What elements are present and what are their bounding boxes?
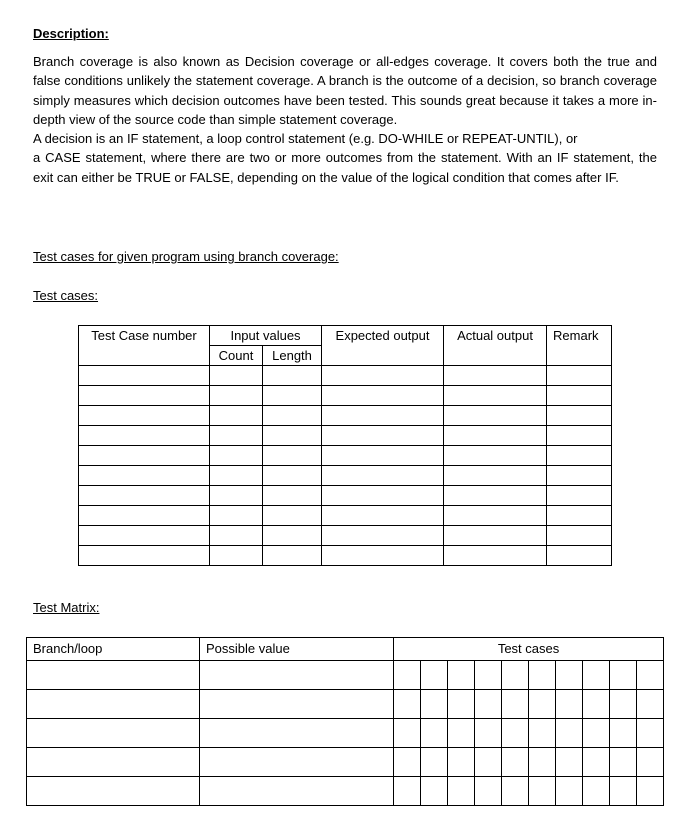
header-branch-loop: Branch/loop <box>27 638 200 661</box>
cell-test-case[interactable] <box>556 690 583 719</box>
cell-count[interactable] <box>210 486 263 506</box>
cell-expected-output[interactable] <box>322 506 444 526</box>
header-remark: Remark <box>547 326 612 366</box>
cell-length[interactable] <box>263 446 322 466</box>
table-row <box>79 406 612 426</box>
header-input-values: Input values <box>210 326 322 346</box>
cell-test-case[interactable] <box>502 719 529 748</box>
cell-test-case[interactable] <box>610 661 637 690</box>
cell-possible-value[interactable] <box>200 661 394 690</box>
cell-count[interactable] <box>210 466 263 486</box>
cell-actual-output[interactable] <box>444 406 547 426</box>
cell-test-case[interactable] <box>502 748 529 777</box>
cell-actual-output[interactable] <box>444 426 547 446</box>
cell-expected-output[interactable] <box>322 446 444 466</box>
cell-test-case[interactable] <box>610 719 637 748</box>
cell-actual-output[interactable] <box>444 526 547 546</box>
cell-remark[interactable] <box>547 446 612 466</box>
cell-remark[interactable] <box>547 546 612 566</box>
cell-possible-value[interactable] <box>200 748 394 777</box>
matrix-row <box>27 690 664 719</box>
header-expected-output: Expected output <box>322 326 444 366</box>
table-row <box>79 506 612 526</box>
cell-count[interactable] <box>210 426 263 446</box>
cell-count[interactable] <box>210 406 263 426</box>
cell-branch-loop[interactable] <box>27 748 200 777</box>
header-length: Length <box>263 346 322 366</box>
header-test-case-number: Test Case number <box>79 326 210 366</box>
cell-test-case[interactable] <box>421 719 448 748</box>
header-test-cases: Test cases <box>394 638 664 661</box>
cell-test-case[interactable] <box>502 777 529 806</box>
cell-test-case[interactable] <box>421 661 448 690</box>
cell-test-case[interactable] <box>583 777 610 806</box>
cell-actual-output[interactable] <box>444 486 547 506</box>
cell-test-case-number[interactable] <box>79 366 210 386</box>
cell-test-case[interactable] <box>394 748 421 777</box>
cell-test-case[interactable] <box>394 719 421 748</box>
cell-count[interactable] <box>210 386 263 406</box>
cell-test-case[interactable] <box>421 690 448 719</box>
matrix-row <box>27 777 664 806</box>
cell-expected-output[interactable] <box>322 546 444 566</box>
cell-length[interactable] <box>263 406 322 426</box>
cell-remark[interactable] <box>547 426 612 446</box>
cell-test-case[interactable] <box>637 777 664 806</box>
cell-test-case[interactable] <box>610 748 637 777</box>
cell-length[interactable] <box>263 526 322 546</box>
cell-test-case-number[interactable] <box>79 406 210 426</box>
test-matrix-label: Test Matrix: <box>33 600 100 615</box>
cell-branch-loop[interactable] <box>27 661 200 690</box>
cell-length[interactable] <box>263 546 322 566</box>
cell-expected-output[interactable] <box>322 486 444 506</box>
cell-count[interactable] <box>210 526 263 546</box>
cell-branch-loop[interactable] <box>27 690 200 719</box>
cell-actual-output[interactable] <box>444 546 547 566</box>
cell-actual-output[interactable] <box>444 466 547 486</box>
cell-expected-output[interactable] <box>322 466 444 486</box>
cell-remark[interactable] <box>547 486 612 506</box>
cell-expected-output[interactable] <box>322 406 444 426</box>
description-paragraph-1: Branch coverage is also known as Decision coverage or all-edges coverage. It covers both the true and false conditions unlikely the statement coverage. A branch is the outcome of a decision, so branch coverage simply measures which decision outcomes have been tested. This sounds great because it takes a more in-depth view of the source code than simple statement coverage. <box>33 54 657 127</box>
cell-test-case[interactable] <box>556 748 583 777</box>
section-title: Test cases for given program using branch coverage: <box>33 249 339 264</box>
cell-test-case[interactable] <box>637 719 664 748</box>
cell-test-case[interactable] <box>448 777 475 806</box>
cell-test-case[interactable] <box>475 719 502 748</box>
cell-remark[interactable] <box>547 526 612 546</box>
cell-test-case[interactable] <box>421 777 448 806</box>
cell-test-case[interactable] <box>448 661 475 690</box>
cell-count[interactable] <box>210 366 263 386</box>
cell-test-case[interactable] <box>475 748 502 777</box>
cell-test-case[interactable] <box>448 690 475 719</box>
cell-expected-output[interactable] <box>322 386 444 406</box>
cell-test-case[interactable] <box>583 719 610 748</box>
cell-count[interactable] <box>210 546 263 566</box>
cell-test-case[interactable] <box>637 661 664 690</box>
cell-length[interactable] <box>263 386 322 406</box>
cell-length[interactable] <box>263 486 322 506</box>
cell-test-case[interactable] <box>583 690 610 719</box>
header-possible-value: Possible value <box>200 638 394 661</box>
table-row <box>79 366 612 386</box>
cell-test-case[interactable] <box>421 748 448 777</box>
cell-branch-loop[interactable] <box>27 777 200 806</box>
cell-test-case-number[interactable] <box>79 546 210 566</box>
cell-test-case[interactable] <box>583 748 610 777</box>
cell-test-case-number[interactable] <box>79 506 210 526</box>
cell-branch-loop[interactable] <box>27 719 200 748</box>
cell-test-case[interactable] <box>610 777 637 806</box>
cell-count[interactable] <box>210 446 263 466</box>
cell-test-case[interactable] <box>502 661 529 690</box>
cell-length[interactable] <box>263 466 322 486</box>
test-cases-label: Test cases: <box>33 288 99 303</box>
cell-actual-output[interactable] <box>444 386 547 406</box>
cell-test-case[interactable] <box>610 690 637 719</box>
test-cases-table <box>78 325 612 566</box>
cell-test-case[interactable] <box>637 690 664 719</box>
description-body <box>33 52 657 187</box>
cell-test-case[interactable] <box>529 661 556 690</box>
cell-test-case[interactable] <box>556 777 583 806</box>
cell-expected-output[interactable] <box>322 426 444 446</box>
cell-length[interactable] <box>263 426 322 446</box>
description-paragraph-2: a CASE statement, where there are two or more outcomes from the statement. With an IF statement, the exit can either be TRUE or FALSE, depending on the value of the logical condition that comes after IF. <box>33 150 657 185</box>
cell-test-case-number[interactable] <box>79 446 210 466</box>
cell-test-case[interactable] <box>556 661 583 690</box>
table-row <box>79 546 612 566</box>
cell-test-case[interactable] <box>556 719 583 748</box>
cell-test-case[interactable] <box>637 748 664 777</box>
cell-test-case[interactable] <box>475 777 502 806</box>
table-row <box>79 446 612 466</box>
cell-test-case[interactable] <box>529 748 556 777</box>
cell-test-case[interactable] <box>394 661 421 690</box>
cell-test-case-number[interactable] <box>79 486 210 506</box>
cell-test-case[interactable] <box>502 690 529 719</box>
table-row <box>79 486 612 506</box>
cell-remark[interactable] <box>547 366 612 386</box>
cell-test-case[interactable] <box>583 661 610 690</box>
matrix-row <box>27 748 664 777</box>
matrix-row <box>27 661 664 690</box>
header-actual-output: Actual output <box>444 326 547 366</box>
cell-test-case[interactable] <box>475 690 502 719</box>
cell-expected-output[interactable] <box>322 526 444 546</box>
cell-length[interactable] <box>263 506 322 526</box>
cell-test-case-number[interactable] <box>79 386 210 406</box>
cell-actual-output[interactable] <box>444 366 547 386</box>
cell-test-case-number[interactable] <box>79 526 210 546</box>
cell-expected-output[interactable] <box>322 366 444 386</box>
cell-remark[interactable] <box>547 406 612 426</box>
cell-possible-value[interactable] <box>200 719 394 748</box>
cell-actual-output[interactable] <box>444 446 547 466</box>
matrix-row <box>27 719 664 748</box>
cell-actual-output[interactable] <box>444 506 547 526</box>
table-row <box>79 526 612 546</box>
cell-length[interactable] <box>263 366 322 386</box>
description-heading: Description: <box>33 26 109 41</box>
cell-test-case[interactable] <box>394 690 421 719</box>
cell-possible-value[interactable] <box>200 690 394 719</box>
cell-count[interactable] <box>210 506 263 526</box>
cell-test-case[interactable] <box>529 719 556 748</box>
cell-test-case[interactable] <box>448 719 475 748</box>
header-count: Count <box>210 346 263 366</box>
cell-remark[interactable] <box>547 386 612 406</box>
cell-test-case[interactable] <box>448 748 475 777</box>
cell-test-case[interactable] <box>529 777 556 806</box>
cell-test-case[interactable] <box>529 690 556 719</box>
cell-test-case-number[interactable] <box>79 466 210 486</box>
table-row <box>79 386 612 406</box>
cell-test-case-number[interactable] <box>79 426 210 446</box>
cell-test-case[interactable] <box>394 777 421 806</box>
cell-remark[interactable] <box>547 506 612 526</box>
description-paragraph-2-line-1: A decision is an IF statement, a loop control statement (e.g. DO-WHILE or REPEAT-UNTIL), or <box>33 131 578 147</box>
cell-possible-value[interactable] <box>200 777 394 806</box>
cell-test-case[interactable] <box>475 661 502 690</box>
test-matrix-table <box>26 637 664 806</box>
table-row <box>79 426 612 446</box>
cell-remark[interactable] <box>547 466 612 486</box>
table-row <box>79 466 612 486</box>
